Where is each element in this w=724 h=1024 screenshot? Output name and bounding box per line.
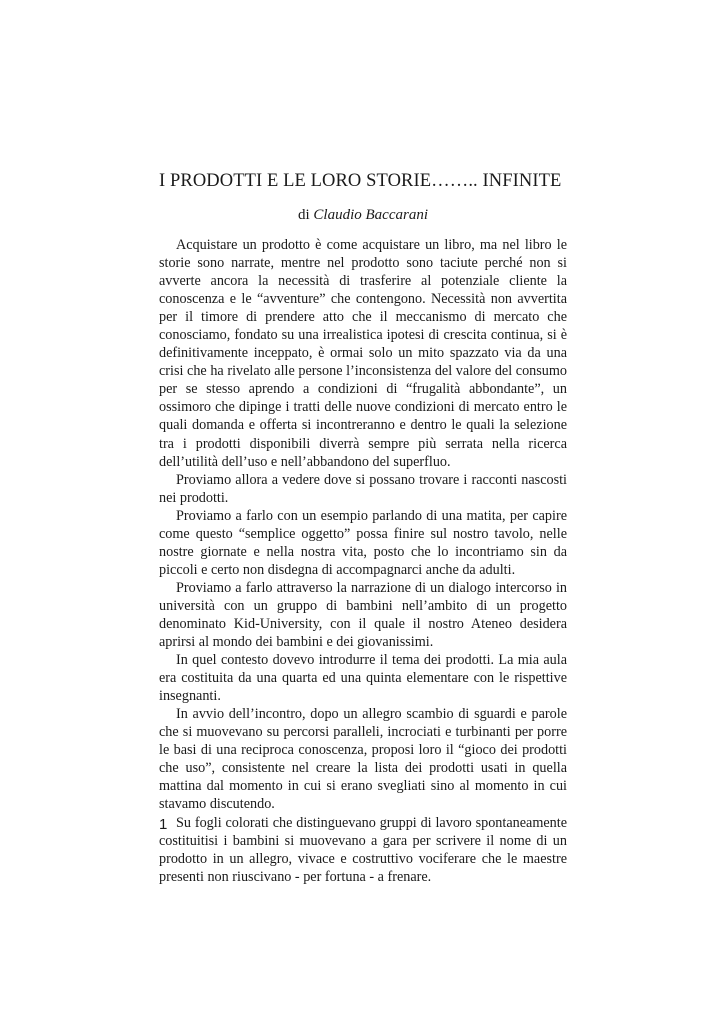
byline-prefix: di [298, 207, 310, 223]
body-paragraph: Proviamo a farlo attraverso la narrazione di un dialogo intercorso in università con un gruppo di bambini nell’ambito di un progetto denominato Kid-University, con il quale il nostro Ateneo desidera aprirsi al mondo dei bambini e dei giovanissimi. [159, 579, 567, 651]
author-name: Claudio Baccarani [313, 207, 428, 223]
body-paragraph: In quel contesto dovevo introdurre il tema dei prodotti. La mia aula era costituita da una quarta ed una quinta elementare con le rispettive insegnanti. [159, 652, 567, 705]
byline [159, 205, 567, 225]
page-number: 1 [159, 816, 168, 833]
body-paragraph: In avvio dell’incontro, dopo un allegro scambio di sguardi e parole che si muovevano su percorsi paralleli, incrociati e turbinanti per porre le basi di una reciproca conoscenza, proposi loro il “gioco dei prodotti che uso”, consistente nel creare la lista dei prodotti usati in quella mattina dal momento in cui si erano svegliati sino al momento in cui stavamo discutendo. [159, 706, 567, 813]
article-body [159, 236, 567, 886]
article-title: I PRODOTTI E LE LORO STORIE…….. INFINITE [159, 171, 562, 191]
body-paragraph: Proviamo allora a vedere dove si possano trovare i racconti nascosti nei prodotti. [159, 471, 567, 506]
body-paragraph: Proviamo a farlo con un esempio parlando di una matita, per capire come questo “semplice oggetto” possa finire sul nostro tavolo, nelle nostre giornate e nella nostra vita, posto che lo incontriamo sin da piccoli e certo non disdegna di accompagnarci anche da adulti. [159, 507, 567, 578]
body-paragraph: Acquistare un prodotto è come acquistare un libro, ma nel libro le storie sono narrate, mentre nel prodotto sono taciute perché non si avverte ancora la necessità di trasferire al potenziale cliente la conoscenza e le “avventure” che contengono. Necessità non avvertita per il timore di prendere atto che il meccanismo di mercato che conosciamo, fondato su una irrealistica ipotesi di crescita continua, si è definitivamente inceppato, è ormai solo un mito spazzato via da una crisi che ha rivelato alle persone l’inconsistenza del valore del consumo per se stesso aprendo a condizioni di “frugalità abbondante”, un ossimoro che dipinge i tratti delle nuove condizioni di mercato entro le quali domanda e offerta si incontreranno e dentro le quali la selezione tra i prodotti disponibili diverrà sempre più serrata nella ricerca dell’utilità dell’uso e nell’abbandono del superfluo. [159, 237, 567, 470]
body-paragraph: Su fogli colorati che distinguevano gruppi di lavoro spontaneamente costituitisi i bambini si muovevano a gara per scrivere il nome di un prodotto in un allegro, vivace e costruttivo vociferare che le maestre presenti non riuscivano - per fortuna - a frenare. [159, 814, 567, 885]
